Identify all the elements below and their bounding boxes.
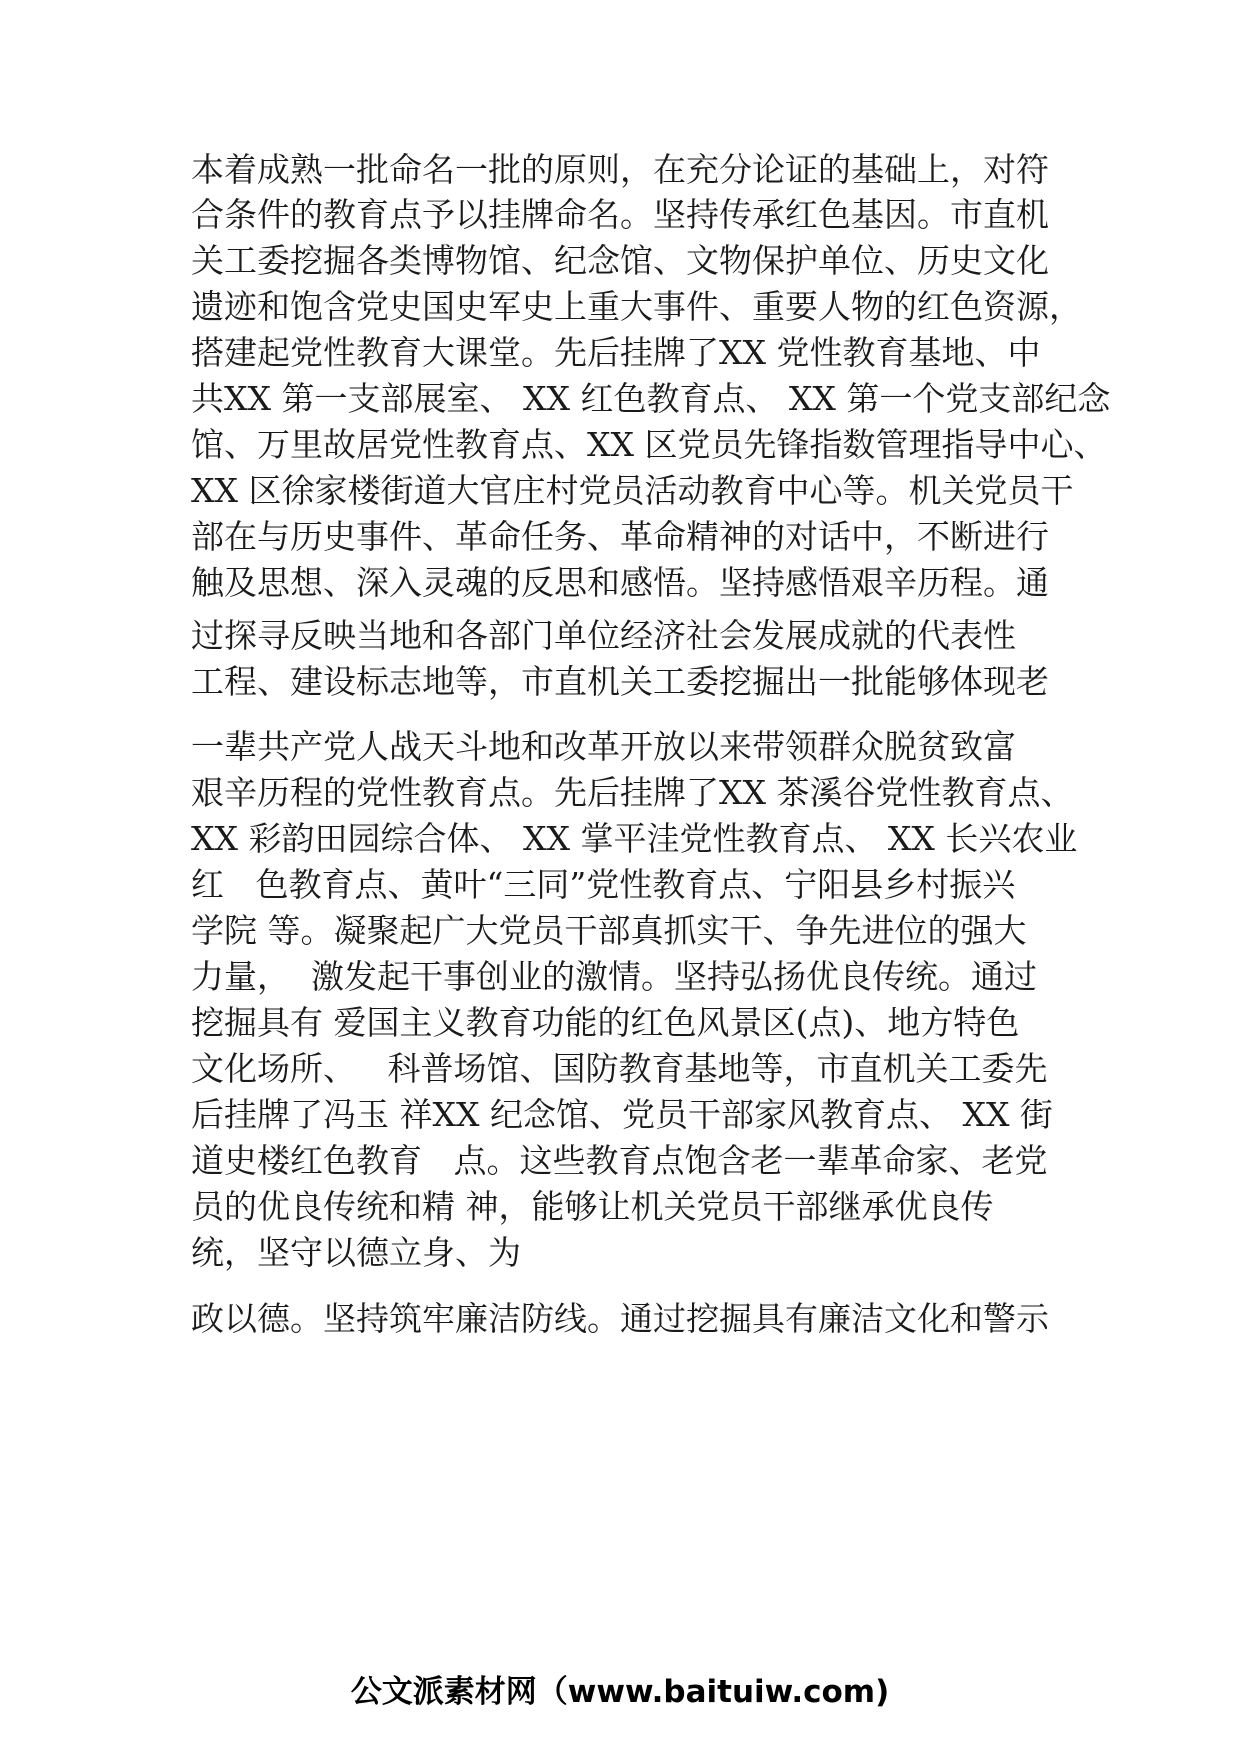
body-text-line: 本着成熟一批命名一批的原则，在充分论证的基础上，对符 <box>191 150 1049 189</box>
body-text-line: 触及思想、深入灵魂的反思和感悟。坚持感悟艰辛历程。通 <box>191 563 1049 602</box>
body-text-line: 过探寻反映当地和各部门单位经济社会发展成就的代表性 <box>191 616 1016 655</box>
body-text-line: 共XX 第一支部展室、 XX 红色教育点、 XX 第一个党支部纪念 <box>191 379 1111 418</box>
body-text-line: 统，坚守以德立身、为 <box>191 1233 521 1272</box>
body-text-line: 馆、万里故居党性教育点、XX 区党员先锋指数管理指导中心、 <box>191 425 1107 464</box>
body-text-line: 后挂牌了冯玉 祥XX 纪念馆、党员干部家风教育点、 XX 街 <box>191 1095 1053 1134</box>
body-text-line: 员的优良传统和精 神，能够让机关党员干部继承优良传 <box>191 1187 994 1226</box>
body-text-line: 红 色教育点、黄叶“三同”党性教育点、宁阳县乡村振兴 <box>191 865 1016 904</box>
body-text-line: 遗迹和饱含党史国史军史上重大事件、重要人物的红色资源， <box>191 287 1082 326</box>
body-text-line: 文化场所、 科普场馆、国防教育基地等，市直机关工委先 <box>191 1049 1048 1088</box>
body-text-line: XX 彩韵田园综合体、 XX 掌平洼党性教育点、 XX 长兴农业 <box>191 819 1078 858</box>
body-text-line: 一辈共产党人战天斗地和改革开放以来带领群众脱贫致富 <box>191 727 1016 766</box>
body-text-line: 力量， 激发起干事创业的激情。坚持弘扬优良传统。通过 <box>191 957 1037 996</box>
body-text-line: 工程、建设标志地等，市直机关工委挖掘出一批能够体现老 <box>191 662 1049 701</box>
body-text-line: 关工委挖掘各类博物馆、纪念馆、文物保护单位、历史文化 <box>191 241 1049 280</box>
body-text-line: 道史楼红色教育 点。这些教育点饱含老一辈革命家、老党 <box>191 1141 1048 1180</box>
footer-watermark: 公文派素材网（www.baituiw.com) <box>350 1674 890 1710</box>
body-text-line: XX 区徐家楼街道大官庄村党员活动教育中心等。机关党员干 <box>191 471 1074 510</box>
body-text-line: 政以德。坚持筑牢廉洁防线。通过挖掘具有廉洁文化和警示 <box>191 1299 1049 1338</box>
body-text-line: 部在与历史事件、革命任务、革命精神的对话中，不断进行 <box>191 517 1049 556</box>
body-text-line: 学院 等。凝聚起广大党员干部真抓实干、争先进位的强大 <box>191 911 1027 950</box>
body-text-line: 搭建起党性教育大课堂。先后挂牌了XX 党性教育基地、中 <box>191 333 1041 372</box>
body-text-line: 艰辛历程的党性教育点。先后挂牌了XX 茶溪谷党性教育点、 <box>191 773 1074 812</box>
body-text-line: 挖掘具有 爱国主义教育功能的红色风景区(点)、地方特色 <box>191 1003 1020 1042</box>
body-text-line: 合条件的教育点予以挂牌命名。坚持传承红色基因。市直机 <box>191 195 1049 234</box>
